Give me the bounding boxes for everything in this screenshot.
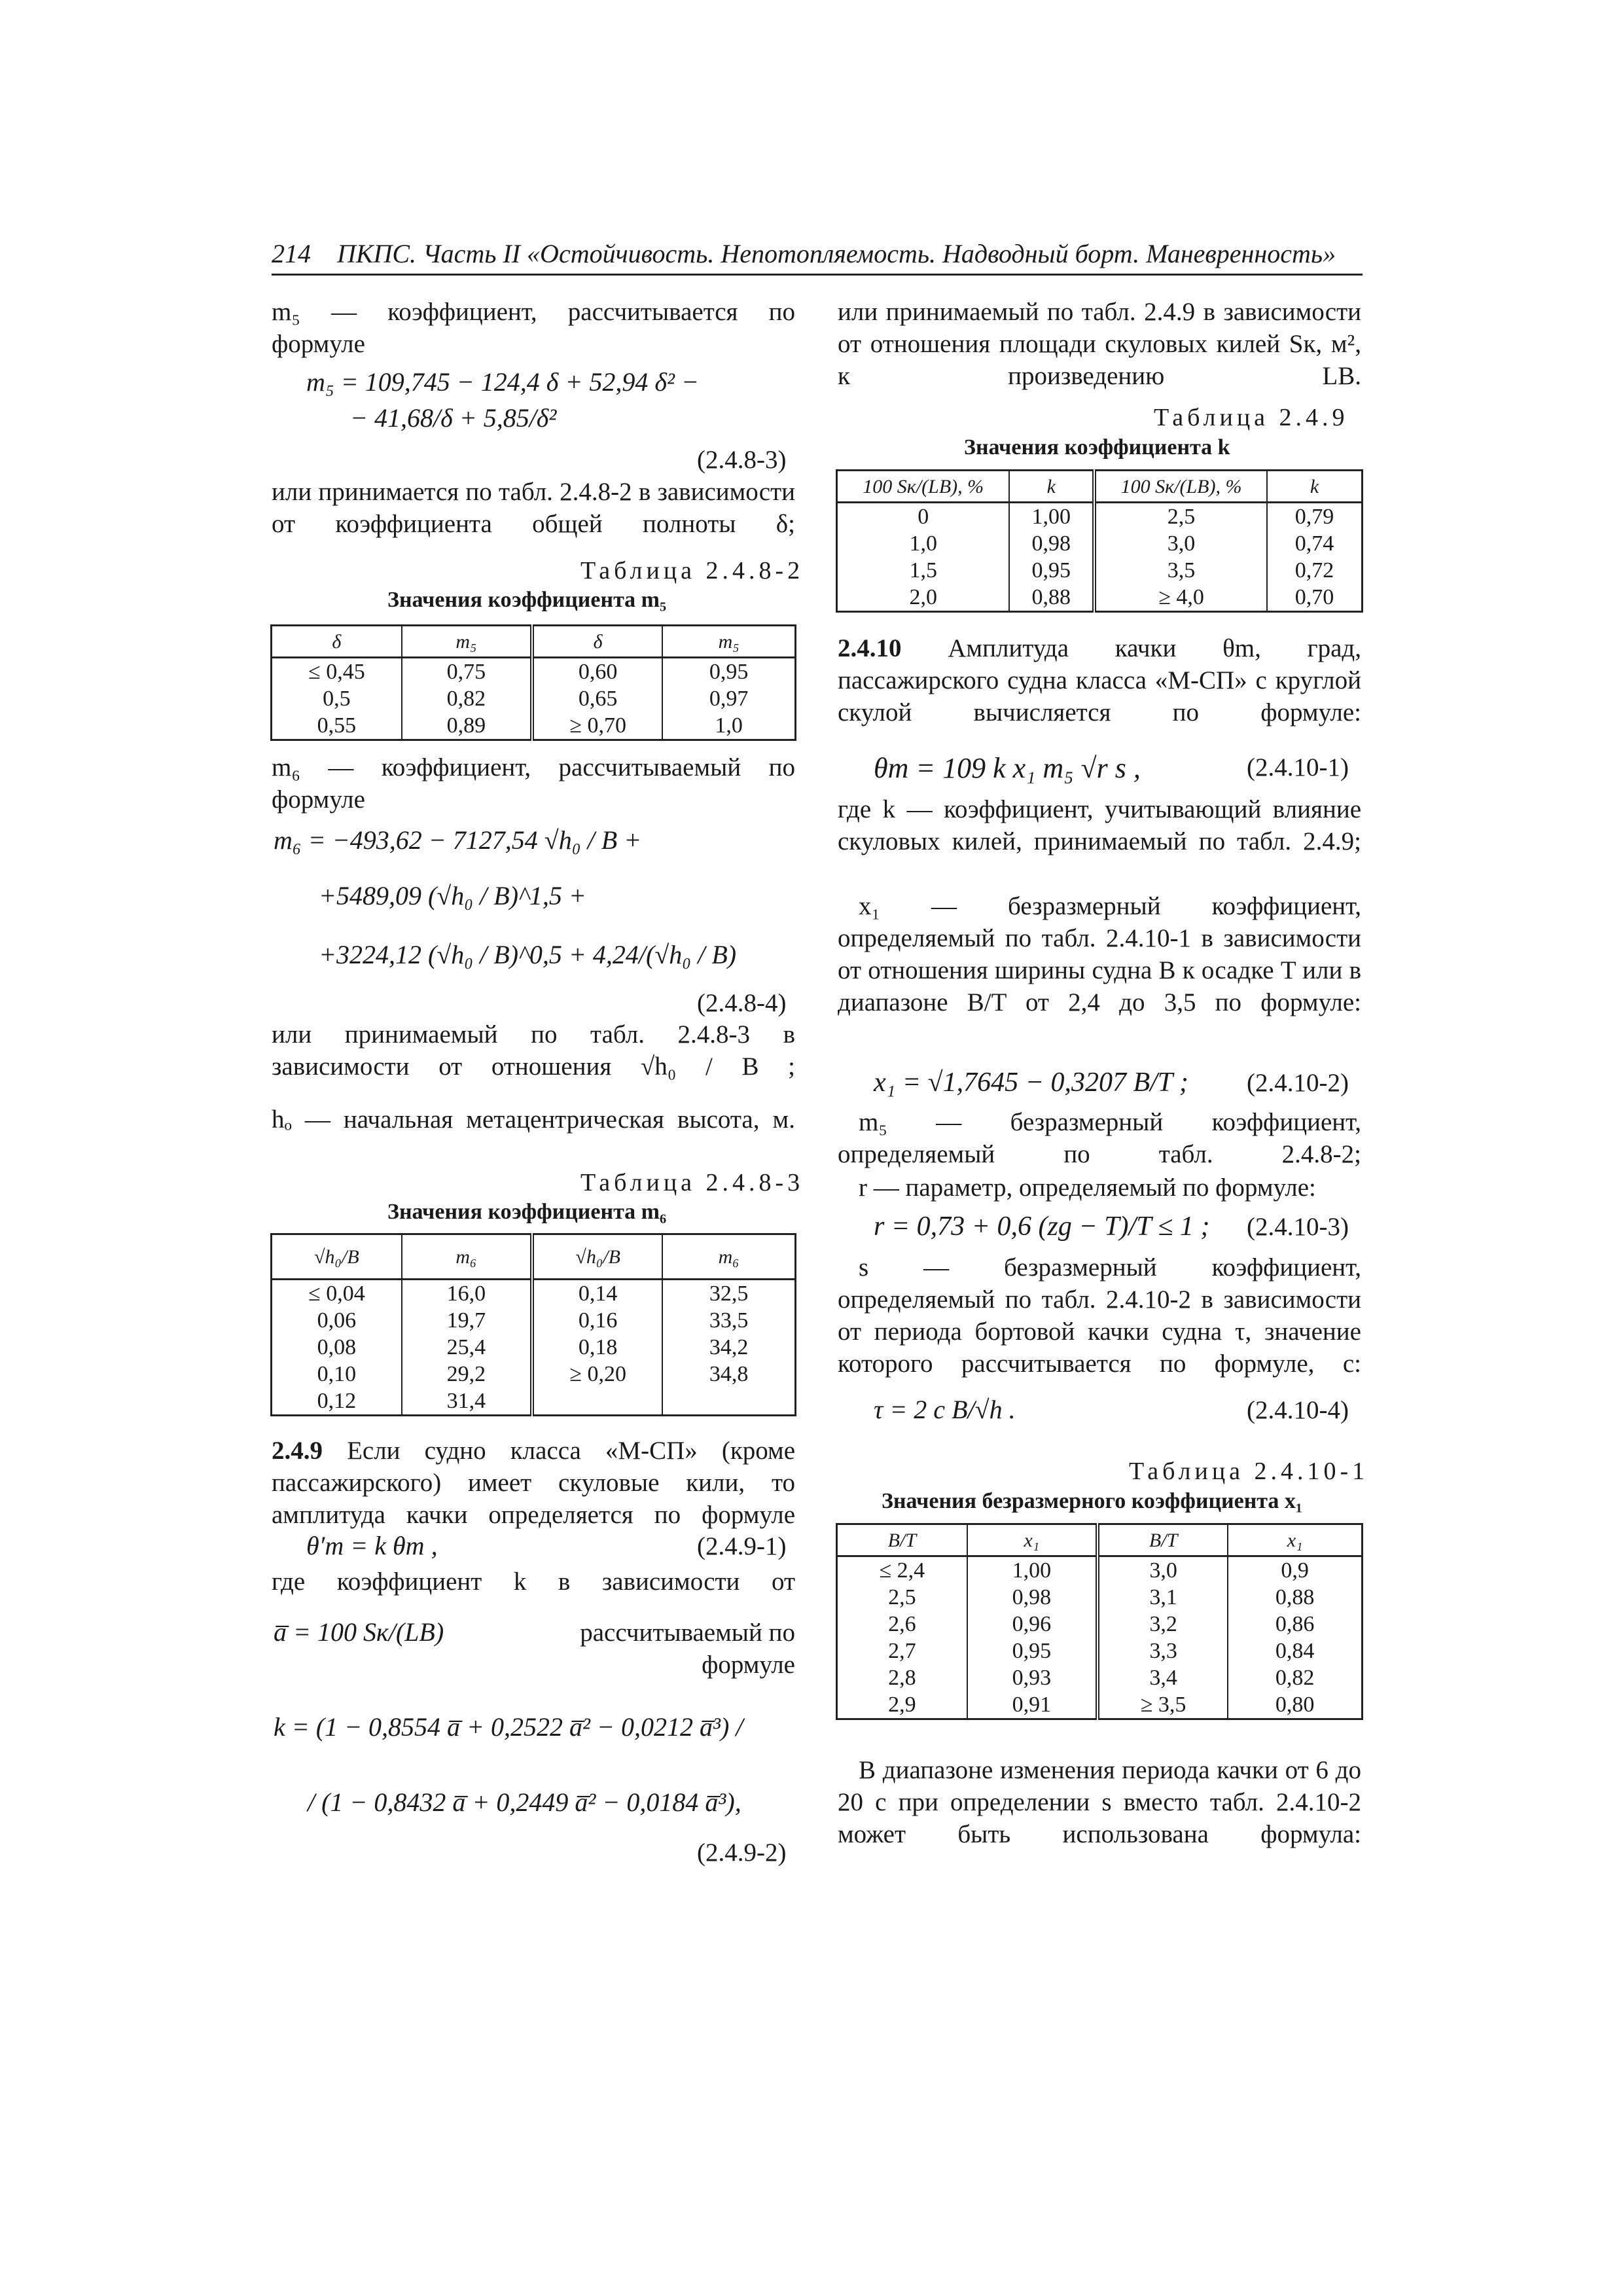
para-s: s — безразмерный коэффициент, определяемый по табл. 2.4.10-2 в зависимости от периода бортовой качки судна τ, значение которого рассчитывается по формуле, с: (838, 1253, 1361, 1378)
table-header: 100 Sк/(LB), % (1094, 471, 1267, 503)
table-2-4-8-2-caption: Таблица 2.4.8-2 (580, 557, 804, 584)
table-row (837, 1584, 1363, 1611)
table-2-4-10-1 (836, 1523, 1363, 1720)
table-cell: 32,5 (662, 1280, 795, 1308)
section-text: Амплитуда качки θm, град, пассажирского судна класса «М-СП» с круглой скулой вычисляется по формуле: (838, 634, 1362, 726)
table-cell: 0,98 (967, 1584, 1097, 1611)
table-header: m₅ (662, 626, 795, 658)
section-text: Если судно класса «М-СП» (кроме пассажирского) имеет скуловые кили, то амплитуда качки определяется по формуле (272, 1437, 796, 1529)
table-cell: 3,3 (1097, 1638, 1228, 1664)
section-number: 2.4.10 (838, 634, 902, 662)
table-cell: ≤ 0,04 (272, 1280, 402, 1308)
table-cell: 0,79 (1267, 503, 1362, 531)
table-cell: 0,10 (272, 1361, 402, 1388)
table-row (272, 712, 796, 740)
table-cell: 33,5 (662, 1307, 795, 1334)
table-row (272, 1334, 796, 1361)
table-cell: 3,0 (1094, 530, 1267, 557)
formula-k-line1: k = (1 − 0,8554 a̅ + 0,2522 a̅² − 0,0212 a̅³) / (274, 1712, 743, 1742)
table-row (837, 530, 1363, 557)
para-m6-definition: m₆ — коэффициент, рассчитываемый по формуле (272, 753, 795, 814)
formula-2-4-10-4: τ = 2 c B/√h . (874, 1395, 1016, 1424)
equation-number-2-4-10-1: (2.4.10-1) (1247, 753, 1349, 781)
equation-number-2-4-8-3: (2.4.8-3) (697, 446, 787, 474)
formula-m6-line2: +5489,09 (√h₀ / B)^1,5 + (319, 881, 586, 910)
table-2-4-10-1-title: Значения безразмерного коэффициента x₁ (882, 1489, 1303, 1513)
table-2-4-8-3 (270, 1233, 796, 1416)
table-cell: 2,5 (837, 1584, 967, 1611)
equation-number-2-4-10-2: (2.4.10-2) (1247, 1069, 1349, 1097)
table-header: k (1267, 471, 1362, 503)
table-cell: 1,00 (967, 1556, 1097, 1585)
table-header: 100 Sк/(LB), % (837, 471, 1010, 503)
formula-m5-line2: − 41,68/δ + 5,85/δ² (350, 403, 557, 433)
table-cell: 0,16 (532, 1307, 662, 1334)
table-row (837, 1556, 1363, 1585)
table-cell: 3,1 (1097, 1584, 1228, 1611)
table-header: m₆ (662, 1234, 795, 1280)
table-2-4-8-2-title: Значения коэффициента m₅ (387, 588, 667, 612)
table-row (837, 1664, 1363, 1691)
equation-number-2-4-10-4: (2.4.10-4) (1247, 1396, 1349, 1424)
table-cell: 16,0 (402, 1280, 532, 1308)
formula-m6-line3: +3224,12 (√h₀ / B)^0,5 + 4,24/(√h₀ / B) (319, 940, 737, 969)
table-cell: 2,6 (837, 1611, 967, 1638)
table-cell: 1,0 (662, 712, 795, 740)
table-cell: ≥ 4,0 (1094, 584, 1267, 612)
table-row (272, 658, 796, 686)
table-cell: 0,55 (272, 712, 402, 740)
table-cell: 0,82 (1228, 1664, 1362, 1691)
table-cell: 0,88 (1009, 584, 1094, 612)
table-cell: 31,4 (402, 1388, 532, 1416)
table-cell: 2,9 (837, 1691, 967, 1719)
table-cell: 2,5 (1094, 503, 1267, 531)
table-cell (532, 1388, 662, 1416)
table-cell: 29,2 (402, 1361, 532, 1388)
formula-m6-line1: m₆ = −493,62 − 7127,54 √h₀ / B + (274, 825, 642, 855)
table-cell: 1,5 (837, 557, 1010, 584)
table-cell: 0,96 (967, 1611, 1097, 1638)
para-h0-definition: hₒ — начальная метацентрическая высота, м. (272, 1105, 795, 1134)
table-header: m₆ (402, 1234, 532, 1280)
table-cell: 0,08 (272, 1334, 402, 1361)
table-cell: ≤ 2,4 (837, 1556, 967, 1585)
table-2-4-9-caption: Таблица 2.4.9 (1154, 404, 1349, 431)
section-2-4-10 (838, 632, 1361, 761)
formula-k-line2: / (1 − 0,8432 a̅ + 0,2449 a̅² − 0,0184 a̅³), (308, 1787, 741, 1817)
para-m5-where: m₅ — безразмерный коэффициент, определяемый по табл. 2.4.8-2; (838, 1108, 1361, 1168)
table-cell: 0,80 (1228, 1691, 1362, 1719)
table-2-4-8-2 (270, 624, 796, 741)
table-header: √h₀/B (272, 1234, 402, 1280)
table-cell: 2,0 (837, 584, 1010, 612)
table-row (272, 1361, 796, 1388)
table-cell: 0,70 (1267, 584, 1362, 612)
table-cell: 1,00 (1009, 503, 1094, 531)
table-2-4-9 (836, 469, 1363, 613)
table-row (837, 1691, 1363, 1719)
table-row (272, 685, 796, 712)
table-cell: 0,97 (662, 685, 795, 712)
table-header: x₁ (967, 1524, 1097, 1556)
table-header: x₁ (1228, 1524, 1362, 1556)
table-cell: 0,18 (532, 1334, 662, 1361)
table-cell: 1,0 (837, 530, 1010, 557)
table-2-4-8-3-title: Значения коэффициента m₆ (387, 1200, 667, 1224)
table-row (272, 1388, 796, 1416)
table-cell: 0,5 (272, 685, 402, 712)
table-cell: ≥ 0,20 (532, 1361, 662, 1388)
table-cell: 25,4 (402, 1334, 532, 1361)
table-cell: 0,84 (1228, 1638, 1362, 1664)
table-cell: 0,9 (1228, 1556, 1362, 1585)
table-cell: 0,65 (532, 685, 662, 712)
table-header: m₅ (402, 626, 532, 658)
formula-a-bar: a̅ = 100 Sк/(LB) (274, 1617, 444, 1647)
page-number: 214 (272, 239, 311, 268)
table-cell: 3,4 (1097, 1664, 1228, 1691)
table-cell: 34,8 (662, 1361, 795, 1388)
table-cell: 0,95 (1009, 557, 1094, 584)
para-r: r — параметр, определяемый по формуле: (859, 1174, 1316, 1202)
table-cell: 0 (837, 503, 1010, 531)
table-2-4-10-1-caption: Таблица 2.4.10-1 (1129, 1458, 1369, 1485)
para-right-top: или принимаемый по табл. 2.4.9 в зависимости от отношения площади скуловых килей Sк, м², к произведению LB. (838, 298, 1361, 390)
para-a-rest: рассчитываемый по формуле (580, 1619, 795, 1679)
table-cell: 0,06 (272, 1307, 402, 1334)
table-cell: ≥ 0,70 (532, 712, 662, 740)
equation-number-2-4-9-1: (2.4.9-1) (697, 1532, 787, 1560)
table-row (272, 1280, 796, 1308)
equation-number-2-4-9-2: (2.4.9-2) (697, 1839, 787, 1867)
formula-2-4-10-3: r = 0,73 + 0,6 (zg − T)/T ≤ 1 ; (874, 1211, 1210, 1242)
table-row (837, 1638, 1363, 1664)
table-cell: 2,7 (837, 1638, 967, 1664)
table-cell: 0,95 (967, 1638, 1097, 1664)
table-2-4-8-3-caption: Таблица 2.4.8-3 (580, 1169, 804, 1196)
table-header: B/T (1097, 1524, 1228, 1556)
table-cell: 0,98 (1009, 530, 1094, 557)
para-k-where: где коэффициент k в зависимости от (272, 1568, 795, 1596)
table-row (272, 1307, 796, 1334)
para-k-coefficient: где k — коэффициент, учитывающий влияние скуловых килей, принимаемый по табл. 2.4.9; (838, 795, 1361, 855)
table-header: δ (532, 626, 662, 658)
table-cell: 0,72 (1267, 557, 1362, 584)
para-right-bottom: В диапазоне изменения периода качки от 6 до 20 с при определении s вместо табл. 2.4.10-2 может быть использована формула: (838, 1756, 1361, 1848)
para-m5-definition: m₅ — коэффициент, рассчитывается по формуле (272, 298, 795, 358)
table-cell: 19,7 (402, 1307, 532, 1334)
table-cell: 0,88 (1228, 1584, 1362, 1611)
page-header (272, 237, 1363, 276)
table-cell: 0,60 (532, 658, 662, 686)
table-row (837, 1611, 1363, 1638)
table-header: B/T (837, 1524, 967, 1556)
para-m6-table-ref: или принимаемый по табл. 2.4.8-3 в зависимости от отношения √h₀ / B ; (272, 1020, 795, 1081)
table-cell: ≥ 3,5 (1097, 1691, 1228, 1719)
table-cell: 0,95 (662, 658, 795, 686)
table-header: δ (272, 626, 402, 658)
para-x1: x₁ — безразмерный коэффициент, определяемый по табл. 2.4.10-1 в зависимости от отношения ширины судна B к осадке T или в диапазоне B/T от 2,4 до 3,5 по формуле: (838, 892, 1361, 1016)
table-cell: 0,74 (1267, 530, 1362, 557)
table-cell: 2,8 (837, 1664, 967, 1691)
section-number: 2.4.9 (272, 1437, 323, 1465)
table-cell: 0,75 (402, 658, 532, 686)
table-cell: 0,12 (272, 1388, 402, 1416)
equation-number-2-4-10-3: (2.4.10-3) (1247, 1213, 1349, 1241)
table-cell (662, 1388, 795, 1416)
formula-m5-line1: m₅ = 109,745 − 124,4 δ + 52,94 δ² − (306, 367, 699, 397)
formula-2-4-9-1: θ′m = k θm , (306, 1531, 438, 1560)
table-cell: 3,0 (1097, 1556, 1228, 1585)
table-header: k (1009, 471, 1094, 503)
table-row (837, 584, 1363, 612)
equation-number-2-4-8-4: (2.4.8-4) (697, 989, 787, 1017)
table-cell: 0,89 (402, 712, 532, 740)
table-cell: 0,82 (402, 685, 532, 712)
running-title: ПКПС. Часть II «Остойчивость. Непотопляемость. Надводный борт. Маневренность» (337, 239, 1336, 268)
table-2-4-9-title: Значения коэффициента k (964, 435, 1230, 459)
para-m5-table-ref: или принимается по табл. 2.4.8-2 в зависимости от коэффициента общей полноты δ; (272, 478, 795, 538)
table-cell: 3,2 (1097, 1611, 1228, 1638)
table-row (837, 503, 1363, 531)
table-cell: ≤ 0,45 (272, 658, 402, 686)
table-cell: 0,14 (532, 1280, 662, 1308)
table-row (837, 557, 1363, 584)
formula-2-4-10-1: θm = 109 k x₁ m₅ √r s , (874, 752, 1141, 784)
table-cell: 0,86 (1228, 1611, 1362, 1638)
table-cell: 34,2 (662, 1334, 795, 1361)
table-cell: 0,93 (967, 1664, 1097, 1691)
formula-2-4-10-2: x₁ = √1,7645 − 0,3207 B/T ; (874, 1067, 1188, 1098)
table-header: √h₀/B (532, 1234, 662, 1280)
table-cell: 3,5 (1094, 557, 1267, 584)
table-cell: 0,91 (967, 1691, 1097, 1719)
